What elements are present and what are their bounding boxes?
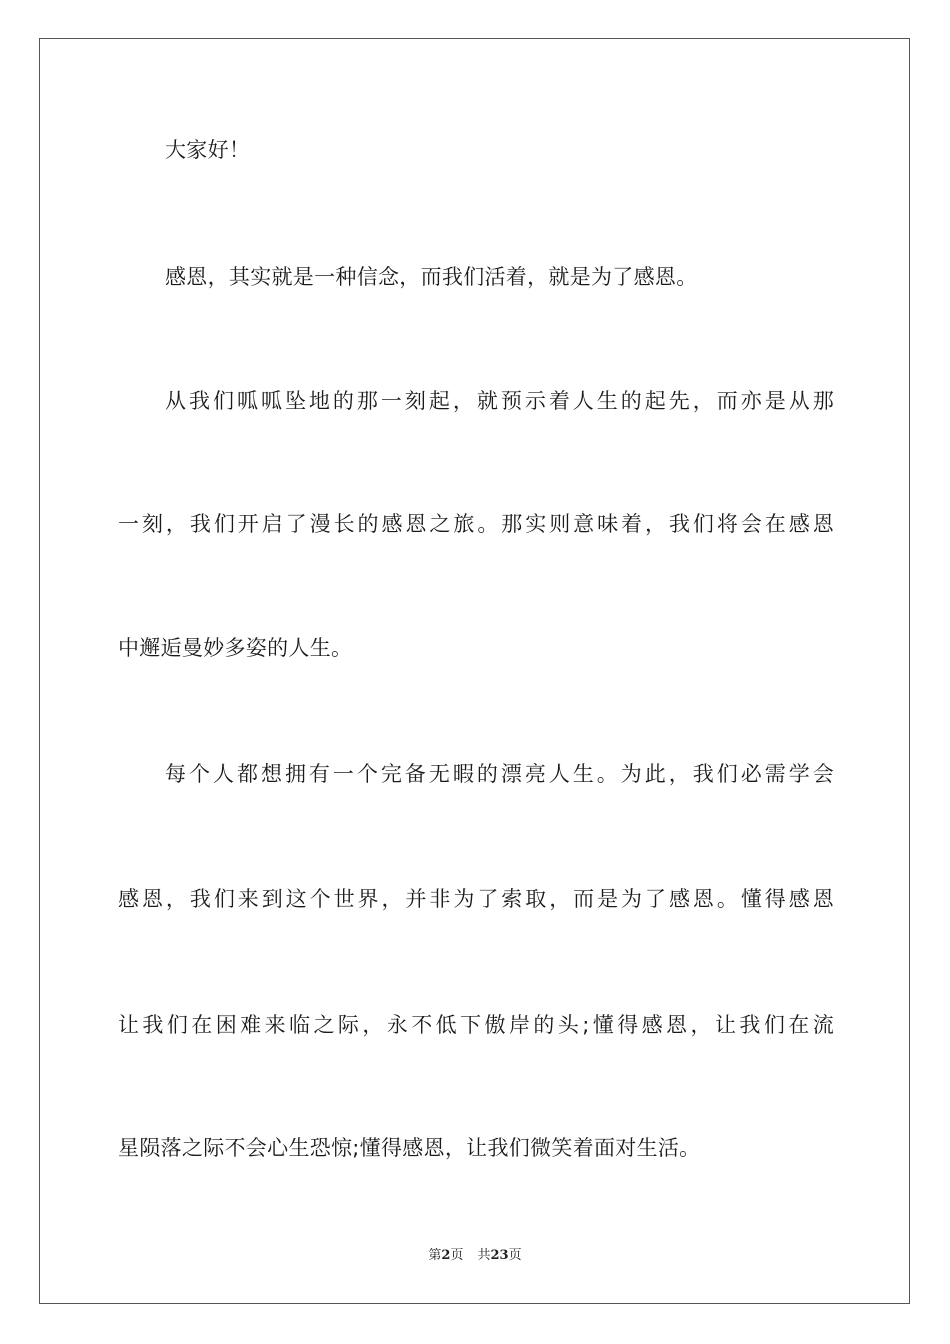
paragraph-2-line-1: 从我们呱呱坠地的那一刻起，就预示着人生的起先，而亦是从那: [165, 389, 834, 413]
footer-page-number: 2: [441, 1248, 451, 1263]
greeting-line: 大家好！: [165, 138, 251, 162]
paragraph-3-line-2: 感恩，我们来到这个世界，并非为了索取，而是为了感恩。懂得感恩: [118, 887, 834, 911]
paragraph-3-line-4: 星陨落之际不会心生恐惊;懂得感恩，让我们微笑着面对生活。: [118, 1136, 701, 1160]
footer-total-suffix: 页: [508, 1248, 522, 1263]
paragraph-2-line-2: 一刻，我们开启了漫长的感恩之旅。那实则意味着，我们将会在感恩: [118, 512, 834, 536]
paragraph-1-line-1: 感恩，其实就是一种信念，而我们活着，就是为了感恩。: [165, 265, 698, 289]
paragraph-3-line-3: 让我们在困难来临之际，永不低下傲岸的头;懂得感恩，让我们在流: [118, 1013, 834, 1037]
page-border: [39, 38, 910, 1304]
paragraph-2-line-3: 中邂逅曼妙多姿的人生。: [118, 636, 353, 660]
footer-total-prefix: 共: [477, 1248, 491, 1263]
footer-page-prefix: 第: [428, 1248, 442, 1263]
footer-page-suffix: 页: [450, 1248, 464, 1263]
page-footer: [0, 1247, 950, 1265]
footer-total-pages: 23: [490, 1248, 509, 1263]
paragraph-3-line-1: 每个人都想拥有一个完备无暇的漂亮人生。为此，我们必需学会: [165, 762, 834, 786]
